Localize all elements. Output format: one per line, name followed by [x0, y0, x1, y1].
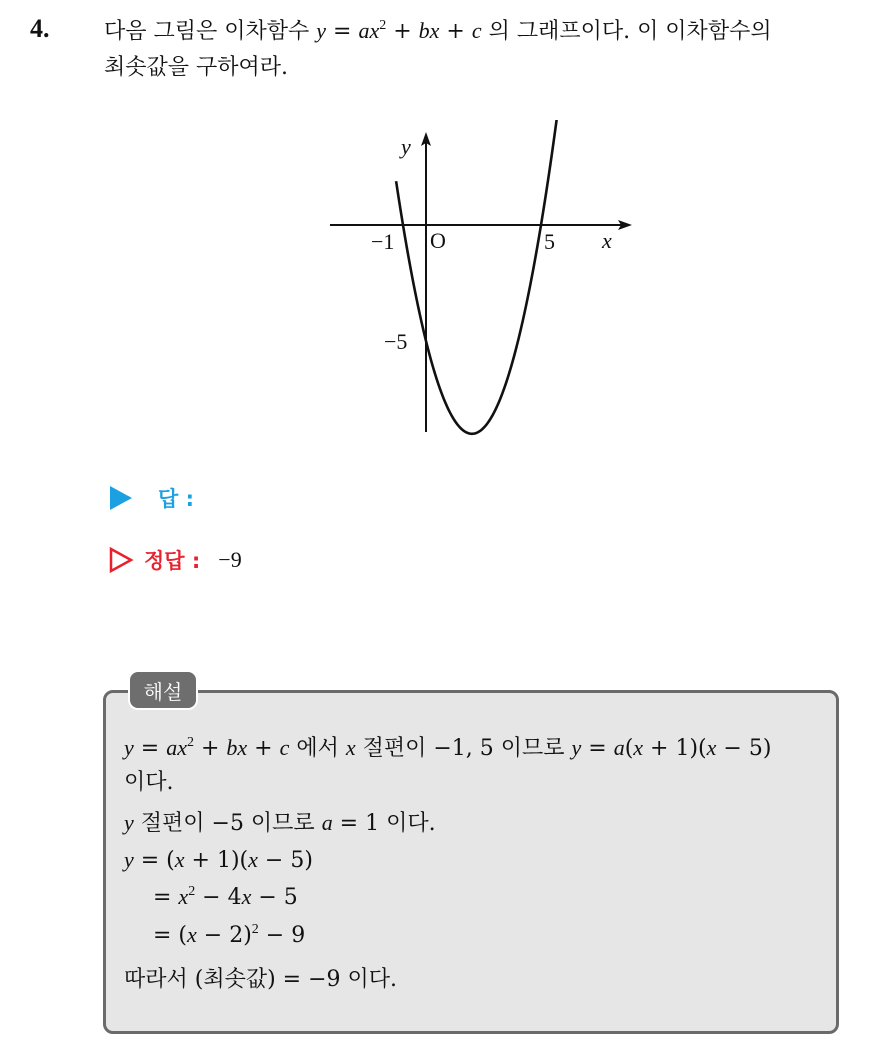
question-text-line-1 [104, 16, 772, 47]
math-variable: bx [418, 18, 440, 43]
text-segment: = [133, 736, 167, 761]
parabola-curve [396, 120, 571, 434]
explanation-line [124, 733, 771, 764]
text-segment: 이다. [124, 770, 174, 795]
math-variable: x [706, 735, 717, 760]
answer-arrow-icon [108, 485, 134, 511]
math-variable: y [316, 18, 327, 43]
question-number: 4. [30, 14, 50, 43]
text-segment: = ( [133, 848, 175, 873]
explanation-line [124, 845, 313, 876]
math-variable: c [279, 735, 290, 760]
text-segment: 따라서 (최솟값) = −9 이다. [124, 967, 398, 992]
text-segment: − 9 [258, 923, 306, 948]
text-segment: + [247, 736, 280, 761]
text-segment: + [193, 736, 227, 761]
math-variable: x [178, 884, 189, 909]
math-variable: y [124, 847, 134, 872]
text-segment: = [581, 736, 614, 761]
math-variable: x [345, 735, 356, 760]
math-variable: ax [166, 735, 187, 760]
math-variable: y [571, 735, 582, 760]
math-variable: a [321, 810, 333, 835]
explanation-line [124, 965, 397, 995]
text-segment: − 4 [195, 885, 242, 910]
text-segment: = ( [124, 923, 188, 948]
text-segment: 다음 그림은 이차함수 [104, 19, 317, 44]
text-segment: + 1)( [643, 736, 707, 761]
y-axis-label: y [401, 134, 411, 159]
question-text-line-2: 최솟값을 구하여라. [104, 55, 289, 80]
correct-answer-value: −9 [218, 547, 242, 572]
math-variable: x [241, 884, 252, 909]
text-segment: ( [624, 736, 634, 761]
math-variable: bx [226, 735, 248, 760]
text-segment: + [386, 19, 419, 44]
text-segment: 에서 [289, 736, 346, 761]
text-segment: + [439, 19, 472, 44]
text-segment: − 5 [251, 885, 298, 910]
superscript: 2 [188, 884, 196, 899]
superscript: 2 [251, 922, 259, 937]
explanation-line [124, 920, 305, 951]
math-variable: y [124, 735, 134, 760]
origin-label: O [430, 228, 446, 253]
explanation-line [124, 882, 298, 913]
explanation-line [124, 808, 436, 839]
math-variable: c [471, 18, 482, 43]
y-tick-label: −5 [384, 329, 408, 354]
answer-row [108, 478, 194, 518]
math-variable: a [613, 735, 625, 760]
superscript: 2 [379, 18, 387, 33]
text-segment: − 5) [257, 848, 313, 873]
text-segment: = [124, 885, 179, 910]
explanation-tab: 해설 [128, 670, 198, 710]
correct-answer-row [108, 540, 242, 580]
x-axis-label: x [602, 228, 612, 253]
text-segment: 의 그래프이다. 이 이차함수의 [481, 19, 772, 44]
text-segment: = 1 이다. [332, 811, 436, 836]
parabola-graph [320, 120, 640, 442]
text-segment: 절편이 −1, 5 이므로 [355, 736, 572, 761]
math-variable: x [633, 735, 644, 760]
text-segment: − 2) [196, 923, 252, 948]
x-tick-label: 5 [544, 229, 555, 254]
explanation-line [124, 768, 174, 798]
x-tick-label: −1 [371, 229, 395, 254]
text-segment: − 5) [716, 736, 772, 761]
math-variable: x [187, 922, 197, 947]
text-segment: 절편이 −5 이므로 [133, 811, 322, 836]
math-variable: x [174, 847, 185, 872]
answer-label: 답 : [158, 487, 194, 511]
text-segment: + 1)( [184, 848, 249, 873]
math-variable: x [248, 847, 258, 872]
text-segment: = [326, 19, 359, 44]
correct-answer-label: 정답 : [144, 549, 201, 573]
superscript: 2 [186, 735, 194, 750]
math-variable: ax [358, 18, 380, 43]
correct-arrow-icon [108, 547, 134, 573]
math-variable: y [124, 810, 134, 835]
